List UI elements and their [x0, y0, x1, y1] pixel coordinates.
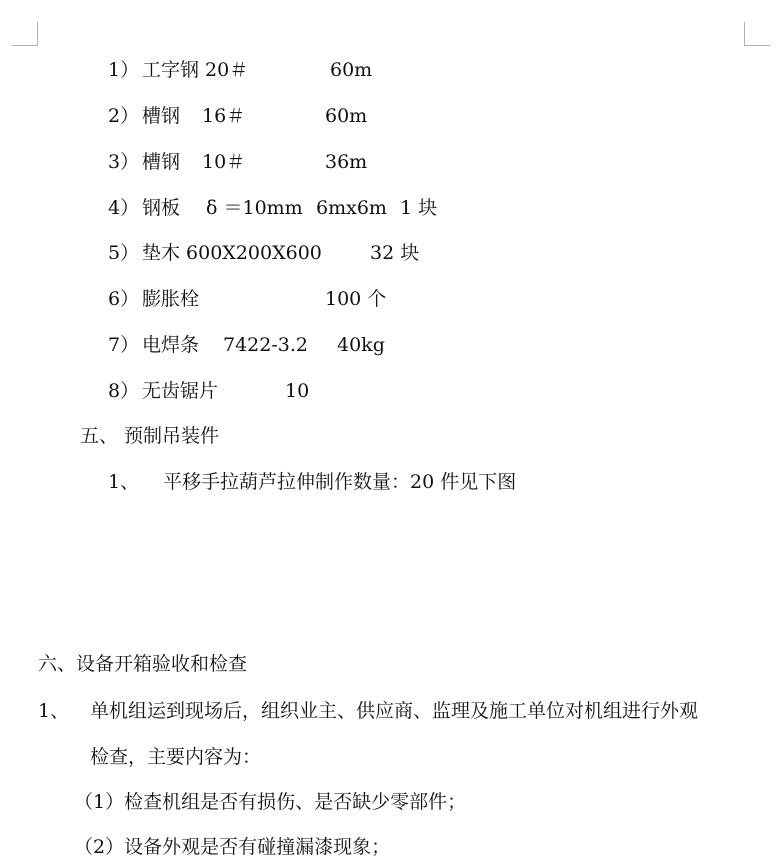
material-qty: 60m [325, 105, 368, 127]
material-number: 8） [108, 380, 140, 402]
material-spec: 7422-3.2 [223, 334, 308, 356]
item-text-continued: 检查，主要内容为： [90, 746, 262, 768]
material-name: 钢板 [142, 197, 181, 219]
material-name: 无齿锯片 [142, 380, 219, 402]
material-name: 垫木 600X200X600 [142, 242, 322, 264]
material-qty: 36m [325, 151, 368, 173]
item-number: 1、 [108, 471, 140, 493]
material-spec: 16＃ [202, 105, 246, 127]
item-number: 1、 [38, 700, 70, 722]
material-number: 2） [108, 105, 140, 127]
material-number: 5） [108, 242, 140, 264]
material-number: 7） [108, 334, 140, 356]
material-number: 3） [108, 151, 140, 173]
section-heading: 六、设备开箱验收和检查 [38, 653, 248, 675]
material-qty: 100 个 [325, 288, 387, 310]
material-name: 槽钢 [142, 105, 181, 127]
material-qty: 10 [285, 380, 310, 402]
material-name: 槽钢 [142, 151, 181, 173]
material-name: 工字钢 20＃ [142, 59, 249, 81]
item-text: 平移手拉葫芦拉伸制作数量：20 件见下图 [163, 471, 517, 493]
material-number: 1） [108, 59, 140, 81]
material-name: 电焊条 [142, 334, 200, 356]
material-qty: 60m [330, 59, 373, 81]
check-item: （1）检查机组是否有损伤、是否缺少零部件； [74, 791, 467, 813]
material-size: 6mx6m [316, 197, 387, 219]
material-qty: 1 块 [400, 197, 438, 219]
section-heading: 五、 预制吊装件 [80, 425, 220, 447]
material-spec: δ ＝10mm [206, 197, 303, 219]
material-name: 膨胀栓 [142, 288, 200, 310]
material-qty: 40kg [337, 334, 385, 356]
material-number: 4） [108, 197, 140, 219]
material-qty: 32 块 [370, 242, 420, 264]
material-spec: 10＃ [202, 151, 246, 173]
check-item: （2）设备外观是否有碰撞漏漆现象； [74, 836, 391, 858]
item-text: 单机组运到现场后，组织业主、供应商、监理及施工单位对机组进行外观 [90, 700, 699, 722]
material-number: 6） [108, 288, 140, 310]
